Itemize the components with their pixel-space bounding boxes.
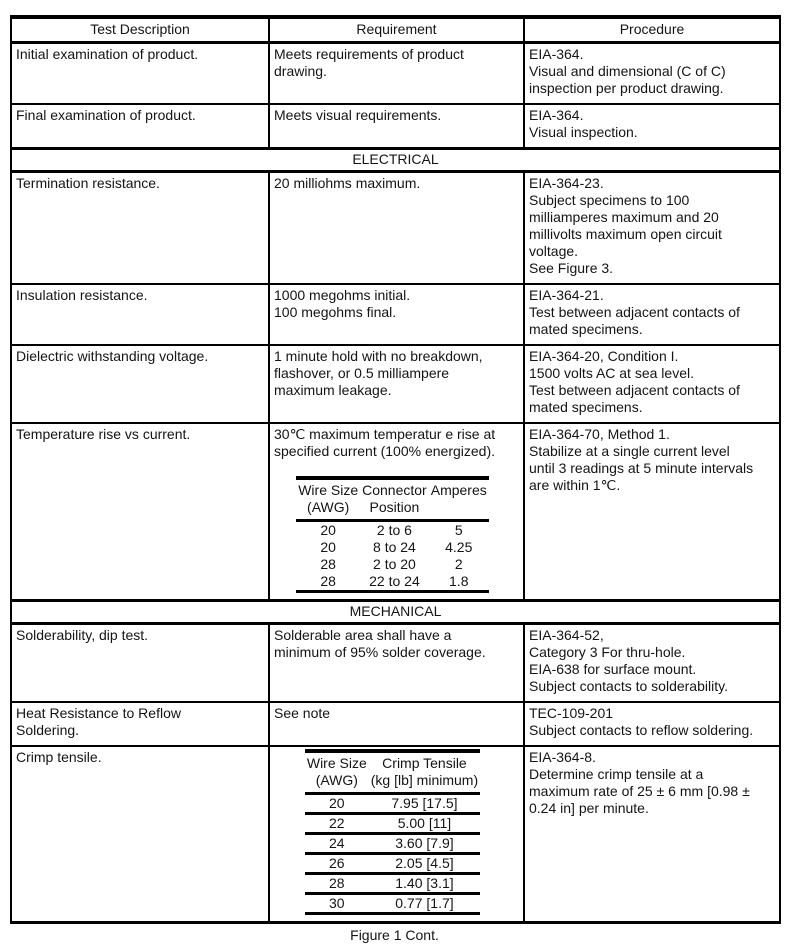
sub-table-cell: 20 — [320, 522, 336, 538]
sub-table-cell: 28 — [305, 874, 369, 894]
figure-caption: Figure 1 Cont. — [350, 927, 439, 943]
cell-text-line: milliamperes maximum and 20 — [529, 209, 719, 225]
sub-table-row — [296, 573, 489, 592]
section-row — [11, 601, 780, 624]
cell-requirement — [269, 104, 524, 149]
cell-text-line: EIA-364-23. — [529, 175, 604, 191]
cell-text-line: 30℃ maximum temperatur e rise at — [274, 426, 496, 442]
sub-table-row — [305, 894, 480, 914]
sub-table — [296, 476, 489, 593]
sub-table-cell: 3.60 [7.9] — [369, 834, 480, 854]
sub-table-cell: 1.8 — [429, 573, 489, 592]
cell-text-line: Stabilize at a single current level — [529, 443, 730, 459]
cell-text-line: voltage. — [529, 243, 579, 259]
cell-text-line: See note — [274, 705, 331, 721]
cell-procedure — [524, 746, 780, 923]
sub-table-row — [305, 794, 480, 814]
cell-text-line: Subject specimens to 100 — [529, 192, 690, 208]
cell-text-line: inspection per product drawing. — [529, 80, 724, 96]
sub-table-column-header — [360, 478, 429, 521]
cell-text-line: specified current (100% energized). — [274, 443, 496, 459]
cell-text-line: Crimp Tensile — [382, 755, 467, 771]
cell-text-line: Category 3 For thru-hole. — [529, 644, 686, 660]
sub-table-cell: 2 to 6 — [376, 522, 412, 538]
sub-table-cell: 30 — [305, 894, 369, 914]
cell-text-line: Subject contacts to reflow soldering. — [529, 722, 754, 738]
cell-text-line: Soldering. — [16, 722, 80, 738]
sub-table-cell: 2 to 20 — [373, 556, 416, 572]
sub-table-row — [305, 834, 480, 854]
cell-procedure — [524, 43, 780, 105]
section-header: ELECTRICAL — [11, 149, 780, 172]
cell-text-line: Meets visual requirements. — [274, 107, 442, 123]
cell-test-description — [11, 43, 269, 105]
cell-test-description — [11, 345, 269, 423]
cell-text-line: EIA-364. — [529, 46, 584, 62]
table-row — [11, 284, 780, 345]
cell-text-line: (AWG) — [307, 499, 350, 515]
cell-text-line: EIA-364-21. — [529, 287, 604, 303]
sub-table-cell: 20 — [305, 794, 369, 814]
cell-requirement — [269, 423, 524, 601]
cell-requirement — [269, 746, 524, 923]
sub-table-header — [305, 751, 480, 794]
sub-table-cell: 1.40 [3.1] — [369, 874, 480, 894]
table-body — [11, 43, 780, 923]
sub-table-cell: 0.77 [1.7] — [369, 894, 480, 914]
table-row — [11, 624, 780, 703]
cell-text-line: Dielectric withstanding voltage. — [16, 348, 209, 364]
cell-requirement — [269, 624, 524, 703]
sub-table-row — [305, 814, 480, 834]
sub-table-cell: 7.95 [17.5] — [369, 794, 480, 814]
cell-text-line: TEC-109-201 — [529, 705, 614, 721]
cell-text-line: Initial examination of product. — [16, 46, 199, 62]
header-row — [11, 17, 780, 43]
sub-table-row — [296, 539, 489, 556]
sub-table-column-header — [296, 478, 360, 521]
cell-text-line: Test between adjacent contacts of — [529, 382, 740, 398]
cell-test-description — [11, 172, 269, 285]
cell-text-line: mated specimens. — [529, 399, 643, 415]
table-row — [11, 104, 780, 149]
cell-text-line: Visual inspection. — [529, 124, 638, 140]
cell-text-line: Insulation resistance. — [16, 287, 148, 303]
table-row — [11, 345, 780, 423]
cell-requirement — [269, 43, 524, 105]
sub-table-cell: 22 to 24 — [360, 573, 429, 592]
cell-text-line: Test between adjacent contacts of — [529, 304, 740, 320]
table-row — [11, 172, 780, 285]
cell-text-line: 1500 volts AC at sea level. — [529, 365, 694, 381]
cell-procedure — [524, 624, 780, 703]
cell-procedure — [524, 702, 780, 746]
cell-text-line: EIA-638 for surface mount. — [529, 661, 697, 677]
table-header — [11, 17, 780, 43]
cell-text-line: maximum rate of 25 ± 6 mm [0.98 ± — [529, 783, 750, 799]
cell-text-line: Final examination of product. — [16, 107, 196, 123]
cell-procedure — [524, 172, 780, 285]
sub-table-cell: 2.05 [4.5] — [369, 854, 480, 874]
cell-text-line: 1000 megohms initial. — [274, 287, 411, 303]
section-row — [11, 149, 780, 172]
cell-text-line: (kg [lb] minimum) — [370, 772, 479, 788]
cell-test-description — [11, 702, 269, 746]
cell-text-line: 1 minute hold with no breakdown, — [274, 348, 483, 364]
cell-test-description — [11, 104, 269, 149]
cell-requirement — [269, 345, 524, 423]
cell-text-line: mated specimens. — [529, 321, 643, 337]
column-header: Procedure — [524, 17, 780, 43]
cell-test-description — [11, 624, 269, 703]
cell-text-line: Termination resistance. — [16, 175, 160, 191]
sub-table-cell: 28 — [296, 573, 360, 592]
cell-text-line: Amperes — [430, 482, 487, 498]
table-row — [11, 43, 780, 105]
cell-test-description — [11, 423, 269, 601]
cell-text-line: 20 milliohms maximum. — [274, 175, 421, 191]
cell-text-line: Connector — [362, 482, 427, 498]
cell-requirement — [269, 172, 524, 285]
section-header: MECHANICAL — [11, 601, 780, 624]
cell-procedure — [524, 104, 780, 149]
cell-text-line: are within 1℃. — [529, 477, 621, 493]
cell-procedure — [524, 345, 780, 423]
sub-table-cell: 2 — [454, 556, 463, 572]
sub-table-body — [296, 521, 489, 592]
cell-text-line: Wire Size — [298, 482, 359, 498]
cell-text-line: Heat Resistance to Reflow — [16, 705, 181, 721]
table-row — [11, 423, 780, 601]
cell-text-line: maximum leakage. — [274, 382, 392, 398]
cell-test-description — [11, 746, 269, 923]
table-row — [11, 702, 780, 746]
sub-table-header-row — [296, 478, 489, 521]
sub-table-row — [305, 874, 480, 894]
cell-requirement — [269, 702, 524, 746]
cell-text-line: Position — [369, 499, 420, 515]
cell-text-line: Temperature rise vs current. — [16, 426, 191, 442]
cell-text-line: Solderable area shall have a — [274, 627, 452, 643]
cell-text-line: millivolts maximum open circuit — [529, 226, 722, 242]
cell-text-line: 0.24 in] per minute. — [529, 800, 649, 816]
column-header: Test Description — [11, 17, 269, 43]
cell-text-line: Crimp tensile. — [16, 749, 102, 765]
sub-table-header-row — [305, 751, 480, 794]
sub-table — [305, 749, 480, 915]
sub-table-column-header — [429, 478, 489, 521]
cell-requirement — [269, 284, 524, 345]
cell-text-line: Meets requirements of product — [274, 46, 464, 62]
sub-table-cell: 26 — [305, 854, 369, 874]
cell-text-line: Subject contacts to solderability. — [529, 678, 728, 694]
cell-test-description — [11, 284, 269, 345]
cell-text-line: until 3 readings at 5 minute intervals — [529, 460, 754, 476]
sub-table-row — [305, 854, 480, 874]
sub-table-row — [296, 521, 489, 540]
cell-text-line: EIA-364-70, Method 1. — [529, 426, 670, 442]
cell-text-line: Determine crimp tensile at a — [529, 766, 704, 782]
cell-text-line: drawing. — [274, 63, 327, 79]
sub-table-cell: 5 — [454, 522, 463, 538]
cell-procedure — [524, 423, 780, 601]
cell-text-line: EIA-364-8. — [529, 749, 596, 765]
sub-table-cell: 20 — [320, 539, 336, 555]
sub-table-cell: 28 — [320, 556, 336, 572]
cell-text-line: EIA-364. — [529, 107, 584, 123]
sub-table-cell: 24 — [305, 834, 369, 854]
cell-text-line: Visual and dimensional (C of C) — [529, 63, 726, 79]
spec-table — [10, 15, 781, 924]
table-row — [11, 746, 780, 923]
cell-text-line: Wire Size — [306, 755, 367, 771]
sub-table-cell: 22 — [305, 814, 369, 834]
sub-table-cell: 5.00 [11] — [369, 814, 480, 834]
sub-table-column-header — [305, 751, 369, 794]
cell-text-line: EIA-364-20, Condition I. — [529, 348, 679, 364]
cell-text-line: flashover, or 0.5 milliampere — [274, 365, 450, 381]
sub-table-cell: 8 to 24 — [373, 539, 416, 555]
sub-table-column-header — [369, 751, 480, 794]
cell-text-line: minimum of 95% solder coverage. — [274, 644, 486, 660]
sub-table-body — [305, 794, 480, 914]
sub-table-header — [296, 478, 489, 521]
sub-table-row — [296, 556, 489, 573]
column-header: Requirement — [269, 17, 524, 43]
cell-text-line: EIA-364-52, — [529, 627, 604, 643]
cell-text-line: 100 megohms final. — [274, 304, 397, 320]
sub-table-cell: 4.25 — [445, 539, 473, 555]
cell-text-line: (AWG) — [315, 772, 358, 788]
cell-procedure — [524, 284, 780, 345]
cell-text-line: Solderability, dip test. — [16, 627, 149, 643]
cell-text-line: See Figure 3. — [529, 260, 614, 276]
